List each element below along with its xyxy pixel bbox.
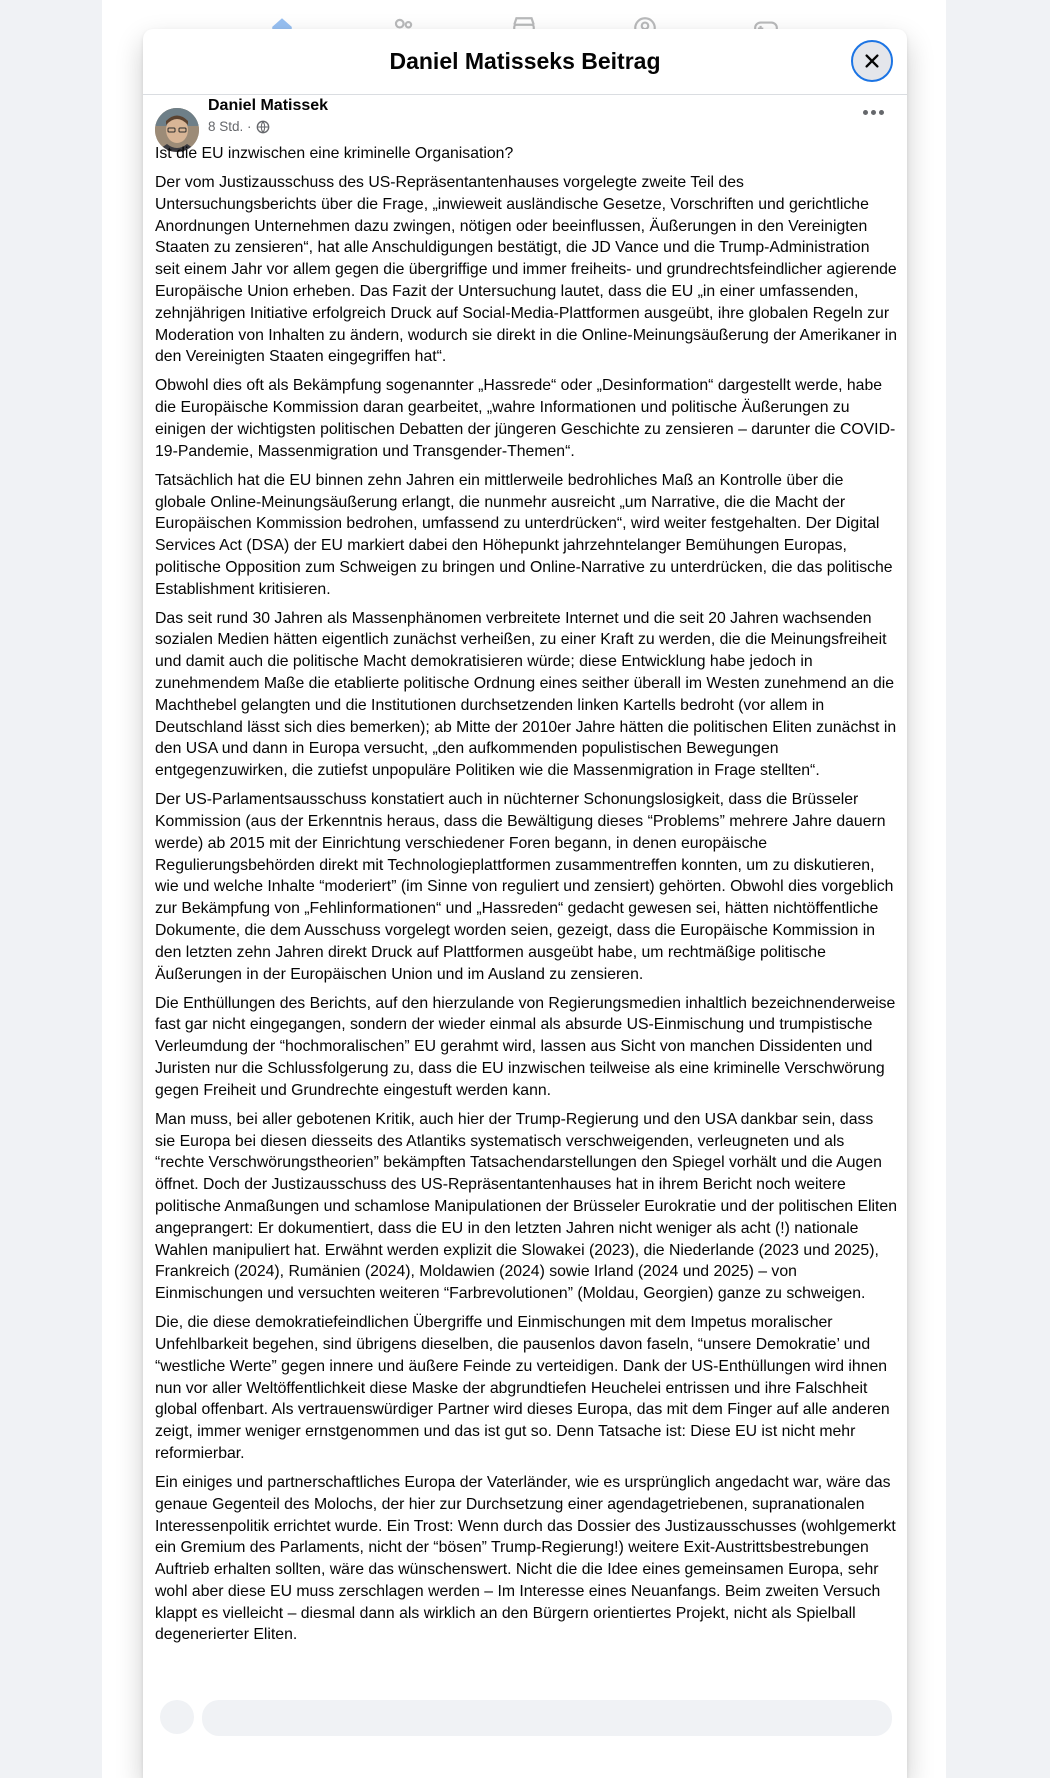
comment-bar [160,1700,888,1734]
globe-icon [256,120,270,134]
post-time[interactable]: 8 Std. · [208,119,252,134]
more-options-button[interactable] [857,102,889,122]
more-options-icon [863,110,868,115]
author-name[interactable]: Daniel Matissek [208,97,329,114]
close-button[interactable] [851,40,893,82]
post-meta [208,119,270,134]
more-options-dot [879,110,884,115]
post-paragraph: Der US-Parlamentsausschuss konstatiert auch in nüchterner Schonungslosigkeit, dass die Brüsseler Kommission (aus der Erkenntnis heraus, dass die Bewältigung dieses “Problems” mehrere Jahre dauern werde) ab 2015 mit der Einrichtung verschiedener Foren begann, in denen europäische Regulierungsbehörden direkt mit Technologieplattformen zusammentreffen konnten, um zu diskutieren, wie und welche Inhalte “moderiert” (im Sinne von reguliert und zensiert) gehörten. Obwohl dies vorgeblich zur Bekämpfung von „Fehlinformationen“ und „Hassreden“ gedacht gewesen sei, hätten nichtöffentliche Dokumente, die dem Ausschuss vorgelegt worden seien, gezeigt, dass die Europäische Kommission in den letzten zehn Jahren direkt Druck auf Plattformen ausgeübt habe, um rechtmäßige politische Äußerungen in der Europäischen Union und im Ausland zu zensieren. [155,791,894,983]
comment-avatar [160,1700,194,1734]
dialog-header [143,29,907,95]
comment-input[interactable] [202,1700,892,1736]
post-paragraph: Der vom Justizausschuss des US-Repräsentantenhauses vorgelegte zweite Teil des Untersuchungsberichts über die Frage, „inwieweit ausländische Gesetze, Vorschriften und gerichtliche Anordnungen Unternehmen dazu zwingen, nötigen oder beeinflussen, Äußerungen in den Vereinigten Staaten zu zensieren“, hat alle Anschuldigungen bestätigt, die JD Vance und die Trump-Administration seit einem Jahr vor allem gegen die übergriffige und immer freiheits- und grundrechtsfeindlicher agierende Europäische Union erheben. Das Fazit der Untersuchung lautet, dass die EU „in einer umfassenden, zehnjährigen Initiative erfolgreich Druck auf Social-Media-Plattformen ausgeübt, ihre globalen Regeln zur Moderation von Inhalten zu ändern, wodurch sie direkt in die Online-Meinungsäußerung der Amerikaner in den Vereinigten Staaten eingegriffen hat“. [155,173,897,366]
post-paragraph: Man muss, bei aller gebotenen Kritik, auch hier der Trump-Regierung und den USA dankbar sein, dass sie Europa bei diesen diesseits des Atlantiks systematisch verschweigenden, verleugneten und als “rechte Verschwörungstheorien” bekämpften Tatsachendarstellungen den Spiegel vorhält und die Augen öffnet. Doch der Justizausschuss des US-Repräsentantenhauses hat in ihrem Bericht noch weitere politische Anmaßungen und schamlose Manipulationen der Brüsseler Eurokratie und der politischen Eliten angeprangert: Er dokumentiert, dass die EU in den letzten Jahren nicht weniger als acht (!) nationale Wahlen manipuliert hat. Erwähnt werden explizit die Slowakei (2023), die Niederlande (2023 und 2025), Frankreich (2024), Rumänien (2024), Moldawien (2024) sowie Irland (2024 und 2025) – von Einmischungen und versuchten weiteren “Farbrevolutionen” (Moldau, Georgien) ganze zu schweigen. [155,1110,898,1303]
dialog-title: Daniel Matisseks Beitrag [389,48,661,74]
close-icon [863,52,881,70]
post-paragraph: Das seit rund 30 Jahren als Massenphänomen verbreitete Internet und die seit 20 Jahren wachsenden sozialen Medien hätten eigentlich zunächst verheißen, zu einer Kraft zu werden, die die Meinungsfreiheit und damit auch die politische Macht demokratisieren würde; diese Entwicklung habe jedoch in zunehmendem Maße die etablierte politische Ordnung eines seither überall im Westen zunehmend an die Machthebel gelangten und die Institutionen durchsetzenden linken Kartells bedroht (vor allem in Deutschland lässt sich dies bemerken); ab Mitte der 2010er Jahre hätten die politischen Eliten zunächst in den USA und dann in Europa versucht, „den aufkommenden populistischen Bewegungen entgegenzuwirken, die zutiefst unpopuläre Politiken wie die Massenmigration in Frage stellten“. [155,609,897,780]
post-paragraph: Die, die diese demokratiefeindlichen Übergriffe und Einmischungen mit dem Impetus moralischer Unfehlbarkeit begehen, sind übrigens dieselben, die pausenlos davon faseln, “unsere Demokratie’ und “westliche Werte” gegen innere und äußere Feinde zu verteidigen. Dank der US-Enthüllungen wird ihnen nun vor aller Weltöffentlichkeit diese Maske der abgrundtiefen Heuchelei entrissen und ihre Falschheit global offenbart. Als vertrauenswürdiger Partner wird dieses Europa, das mit dem Finger auf alle anderen zeigt, immer weniger ernstgenommen und das ist gut so. Denn Tatsache ist: Diese EU ist nicht mehr reformierbar. [155,1314,890,1462]
post-text [155,143,897,1653]
more-options-dot [871,110,876,115]
post-paragraph: Ein einiges und partnerschaftliches Europa der Vaterländer, wie es ursprünglich angedacht war, wäre das genaue Gegenteil des Molochs, der hier zur Durchsetzung einer agendagetriebenen, supranationalen Interessenpolitik errichtet wurde. Ein Trost: Wenn durch das Dossier des Justizausschusses (wohlgemerkt ein Gremium des Parlaments, nicht der “bösen” Trump-Regierung!) weitere Exit-Austrittsbestrebungen Auftrieb erhalten sollten, wäre das wünschenswert. Nicht die die Idee eines gemeinsamen Europa, sehr wohl aber diese EU muss zerschlagen werden – Im Interesse eines Neuanfangs. Beim zweiten Versuch klappt es vielleicht – diesmal dann als wirklich an den Bürgern orientiertes Projekt, nicht als Spielball degenerierter Eliten. [155,1473,896,1644]
post-paragraph: Die Enthüllungen des Berichts, auf den hierzulande von Regierungsmedien inhaltlich bezeichnenderweise fast gar nicht eingegangen, sondern der wieder einmal als absurde US-Einmischung und trumpistische Verleumdung der “hochmoralischen” EU gerahmt wird, lassen aus Sicht von manchen Dissidenten und Juristen nur die Schlussfolgerung zu, dass die EU inzwischen teilweise als eine kriminelle Verschwörung gegen Freiheit und Grundrechte eingestuft werden kann. [155,994,896,1099]
post-dialog [143,29,907,1778]
post-paragraph: Ist die EU inzwischen eine kriminelle Organisation? [155,145,514,162]
post-paragraph: Obwohl dies oft als Bekämpfung sogenannter „Hassrede“ oder „Desinformation“ dargestellt werde, habe die Europäische Kommission daran gearbeitet, „wahre Informationen und politische Äußerungen zu einigen der wichtigsten politischen Debatten der jüngeren Geschichte zu zensieren – darunter die COVID-19-Pandemie, Massenmigration und Transgender-Themen“. [155,377,896,460]
post-paragraph: Tatsächlich hat die EU binnen zehn Jahren ein mittlerweile bedrohliches Maß an Kontrolle über die globale Online-Meinungsäußerung erlangt, die nunmehr ausreicht „um Narrative, die die Macht der Europäischen Kommission bedrohen, umfassend zu unterdrücken“, wird weiter festgehalten. Der Digital Services Act (DSA) der EU markiert dabei den Höhepunkt jahrzehntelanger Bemühungen Europas, politische Opposition zum Schweigen zu bringen und Online-Narrative zu unterdrücken, die das politische Establishment kritisieren. [155,471,893,598]
